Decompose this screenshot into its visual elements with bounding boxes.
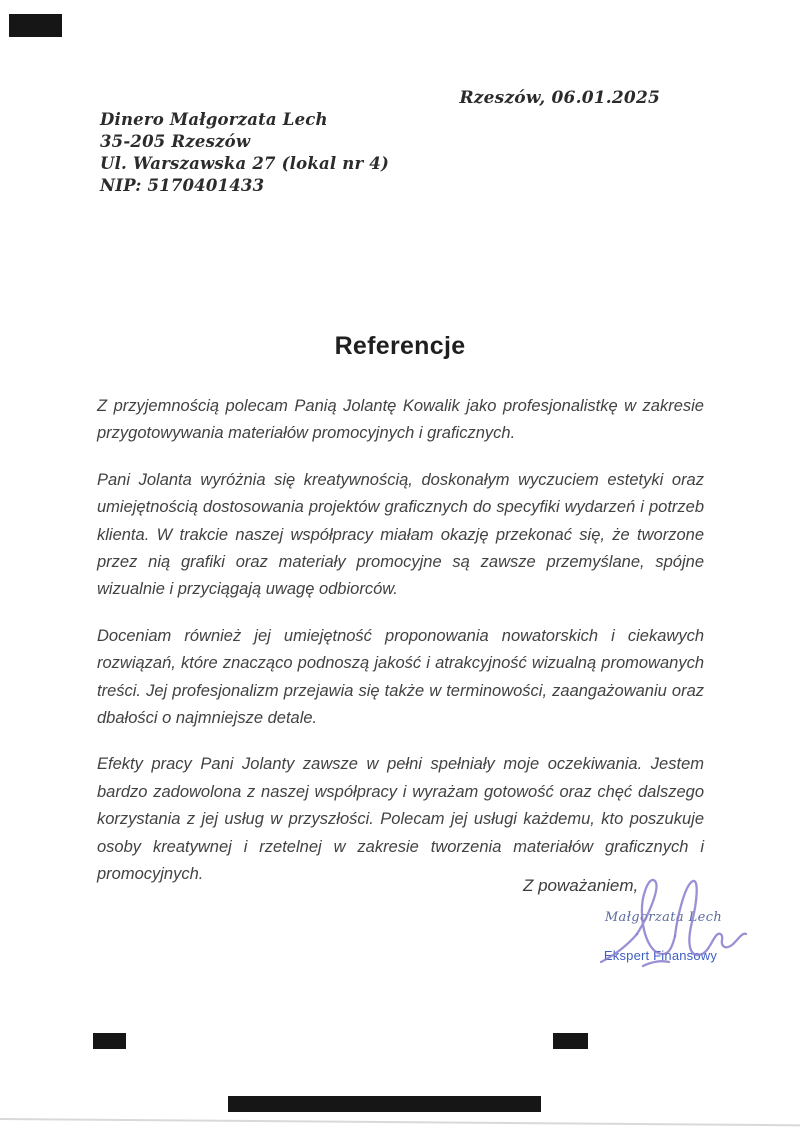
sender-block [100,109,389,197]
paragraph-4: Efekty pracy Pani Jolanty zawsze w pełni spełniały moje oczekiwania. Jestem bardzo zadowolona z naszej współpracy i wyrażam gotowość oraz chęć dalszego korzystania z jej usług w przyszłości. Polecam jej usługi każdemu, kto poszukuje osoby kreatywnej i rzetelnej w zakresie tworzenia materiałów graficznych i promocyjnych. [97,755,704,884]
signatory-name: Małgorzata Lech [604,910,723,925]
scan-artifact-bottom-left [93,1033,126,1049]
scan-page-edge-line [0,1118,800,1126]
handwritten-signature-icon [585,876,757,980]
sender-street-line: Ul. Warszawska 27 (lokal nr 4) [100,154,389,173]
scan-artifact-bottom-bar [228,1096,541,1112]
sender-nip-line: NIP: 5170401433 [100,176,265,195]
letter-title: Referencje [334,332,466,360]
sender-postal-line: 35-205 Rzeszów [100,132,251,151]
closing-phrase: Z poważaniem, [523,876,639,895]
paragraph-2: Pani Jolanta wyróżnia się kreatywnością, doskonałym wyczuciem estetyki oraz umiejętnością dostosowania projektów graficznych do specyfiki wydarzeń i potrzeb klienta. W trakcie naszej współpracy miałam okazję przekonać się, że tworzone przez nią grafiki oraz materiały promocyjne są zawsze przemyślane, spójne wizualnie i przyciągają uwagę odbiorców. [97,470,704,599]
letter-body [97,393,704,908]
signatory-role: Ekspert Finansowy [603,948,718,963]
paragraph-3: Doceniam również jej umiejętność proponowania nowatorskich i ciekawych rozwiązań, które znacząco podnoszą jakość i atrakcyjność wizualną promowanych treści. Jej profesjonalizm przejawia się także w terminowości, zaangażowaniu oraz dbałości o najmniejsze detale. [97,626,704,728]
date-line: Rzeszów, 06.01.2025 [459,88,660,108]
scan-artifact-top-left [9,14,62,37]
signature-block [580,876,755,980]
sender-company-line: Dinero Małgorzata Lech [100,110,328,129]
paragraph-1: Z przyjemnością polecam Panią Jolantę Kowalik jako profesjonalistkę w zakresie przygotowywania materiałów promocyjnych i graficznych. [97,397,704,443]
scan-artifact-bottom-right [553,1033,588,1049]
